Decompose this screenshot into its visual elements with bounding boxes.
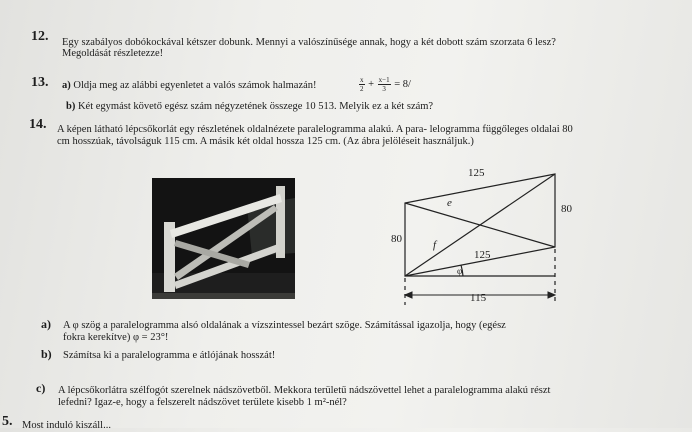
q14c-line1: A lépcsőkorlátra szélfogót szerelnek nádszövetből. Mekkora területű nádszövettel lehet a paralelogramma alakú részt [58,385,551,396]
parallelogram-diagram [385,160,575,305]
label-top-125: 125 [468,167,485,179]
label-e: e [447,197,452,209]
label-phi: φ [457,266,463,276]
q14b-label: b) [41,347,52,361]
railing-photo-drawing [152,178,295,299]
eq-frac2-den: 3 [382,85,386,93]
eq-plus: + [368,78,375,90]
q14-number: 14. [29,117,47,132]
eq-frac1-den: 2 [360,85,364,93]
label-width-115: 115 [470,292,487,304]
q14c-line2: lefedni? Igaz-e, hogy a felszerelt nádszövet területe kisebb 1 m²-nél? [58,397,347,408]
eq-frac1 [359,76,365,93]
q14-line1: A képen látható lépcsőkorlát egy részletének oldalnézete paralelogramma alakú. A para- lelogramma függőleges oldalai 80 [57,124,573,135]
eq-frac2-num: x−1 [378,76,390,84]
q13a [62,80,317,92]
q13-equation [358,76,411,93]
q13b [66,101,433,113]
railing-photo [152,178,295,299]
label-left-80: 80 [391,233,402,245]
label-f: f [433,239,437,251]
q14-line2: cm hosszúak, távolságuk 115 cm. A másik két oldal hossza 125 cm. (Az ábra jelöléseit használjuk.) [57,136,474,147]
diagonal-e [405,203,555,247]
q13-number: 13. [31,75,49,90]
eq-frac1-num: x [360,76,364,84]
q13b-label: b) [66,101,76,112]
q13b-text: Két egymást követő egész szám négyzetének összege 10 513. Melyik ez a két szám? [77,101,434,112]
q12-number: 12. [31,29,49,44]
q14b-text: Számítsa ki a paralelogramma e átlójának hosszát! [63,350,276,361]
eq-frac2 [378,76,391,93]
q13a-label: a) [62,80,71,91]
footer-text: Most induló kiszáll... [22,420,111,431]
q12-line2: Megoldását részletezze! [62,48,164,59]
q12-line1: Egy szabályos dobókockával kétszer dobunk. Mennyi a valószínűsége annak, hogy a két dobott szám szorzata 6 lesz? [62,37,556,48]
footer-number: 5. [2,414,13,429]
label-right-80: 80 [561,203,572,215]
q14c-label: c) [36,381,46,395]
eq-rhs: = 8/ [394,78,411,90]
width-arrow-right [548,292,555,298]
label-bottom-125: 125 [474,249,491,261]
width-arrow-left [405,292,412,298]
q14a-label: a) [41,317,51,331]
q14a-line1: A φ szög a paralelogramma alsó oldalának a vízszintessel bezárt szöge. Számítással igazolja, hogy (egész [63,320,506,331]
q14a-line2: fokra kerekítve) φ = 23°! [63,332,169,343]
q13a-text: Oldja meg az alábbi egyenletet a valós számok halmazán! [73,80,317,91]
